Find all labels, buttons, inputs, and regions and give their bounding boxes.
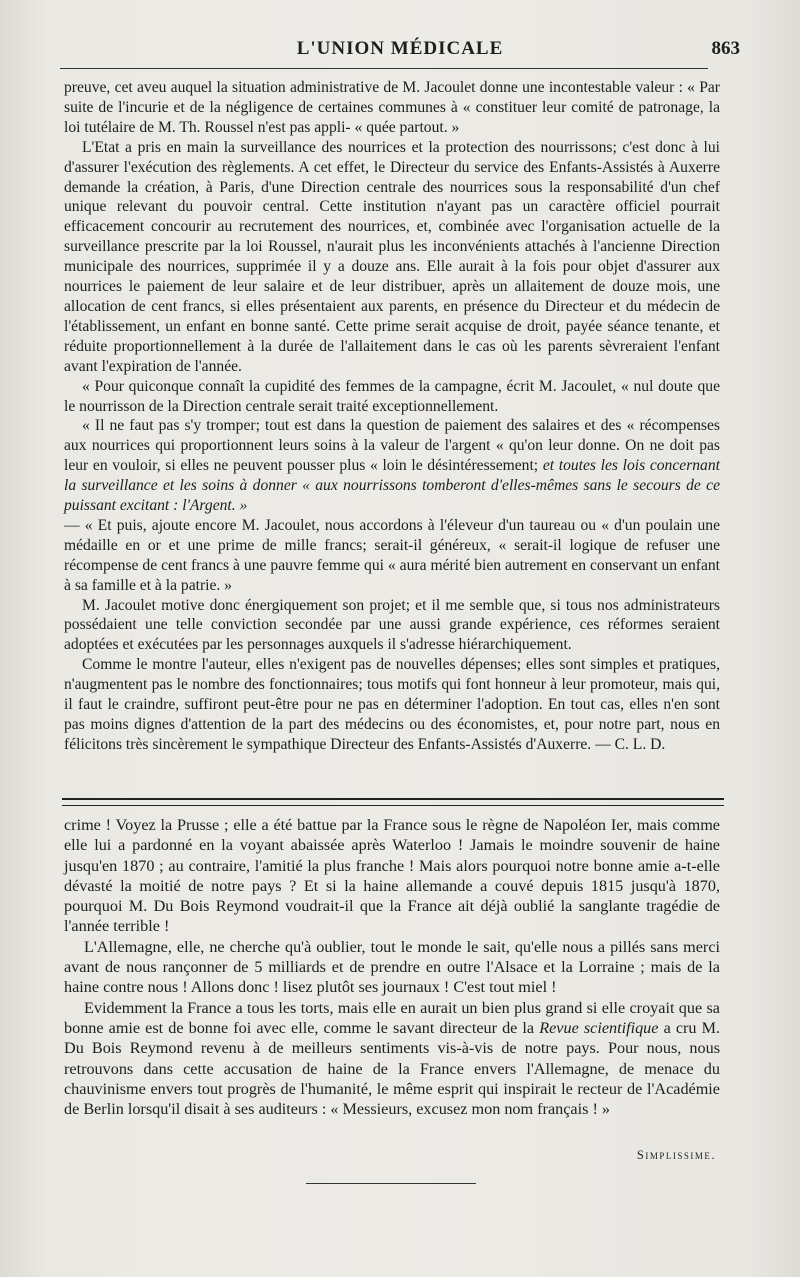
feuilleton-article xyxy=(64,815,720,1119)
quote-text: « Il ne faut pas s'y tromper; tout est dans la question de paiement des salaires et des « récompenses aux nourrices qui proportionnent leurs soins à la valeur de l'argent « qu'on leur donne. On ne doit pas leur en vouloir, si elles ne peuvent pousser plus « loin le désintéressement; xyxy=(64,417,720,475)
paragraph: L'Allemagne, elle, ne cherche qu'à oublier, tout le monde le sait, qu'elle nous a pillés sans merci avant de nous rançonner de 5 milliards et de prendre en outre l'Alsace et la Lorraine ; mais de la haine contre nous ! Allons donc ! lisez plutôt ses journaux ! C'est tout miel ! xyxy=(64,937,720,997)
quote-paragraph: « Pour quiconque connaît la cupidité des femmes de la campagne, écrit M. Jacoulet, « nul doute que le nourrisson de la Direction centrale serait traité exceptionnellement. xyxy=(64,377,720,415)
page-header xyxy=(60,38,740,66)
quote-paragraph xyxy=(64,416,720,516)
signature: Simplissime. xyxy=(636,1148,716,1162)
running-title: L'UNION MÉDICALE xyxy=(296,38,504,59)
paragraph: preuve, cet aveu auquel la situation administrative de M. Jacoulet donne une incontestable valeur : « Par suite de l'incurie et de la négligence de certaines communes à « constituer leur comité de patronage, la loi tutélaire de M. Th. Roussel n'est pas appli- « quée partout. » xyxy=(64,79,720,136)
italic-quote: et toutes les lois concernant la surveillance et les soins à donner « aux nourrissons tomberont d'elles-mêmes sans le secours de ce puissant excitant : l'Argent. » xyxy=(64,457,720,515)
end-rule xyxy=(306,1183,476,1184)
paragraph-text: revenu à de meilleurs sentiments vis-à-vis de notre pays. Pour nous, nous retrouvons dans cette accusation de haine de la France envers l'Allemagne, de menace du chauvinisme envers tout progrès de l'humanité, le même esprit qui inspirait le recteur de l'Académie de Berlin lorsqu'il disait à ses auditeurs : « Messieurs, excusez mon nom français ! » xyxy=(64,1039,721,1119)
paragraph-text: a cru M. Du Bois Reymond xyxy=(64,1018,721,1058)
paragraph-text: Evidemment la France a tous les torts, mais elle en aurait un bien plus grand si elle croyait que sa bonne amie est de bonne foi avec elle, comme le savant directeur de la xyxy=(64,998,720,1037)
main-article xyxy=(64,78,720,755)
header-rule xyxy=(60,68,708,69)
paragraph: crime ! Voyez la Prusse ; elle a été battue par la France sous le règne de Napoléon Ier, mais comme elle lui a pardonné en la voyant abaissée après Waterloo ! Jamais le moindre souvenir de haine jusqu'en 1870 ; au contraire, l'amitié la plus franche ! Mais alors pourquoi notre bonne amie a-t-elle dévasté la moitié de notre pays ? Et si la haine allemande a couvé depuis 1815 jusqu'à 1870, pourquoi M. Du Bois Reymond voudrait-il que la France ait déjà oublié la sanglante tragédie de l'année terrible ! xyxy=(64,816,720,936)
paragraph: M. Jacoulet motive donc énergiquement son projet; et il me semble que, si tous nos administrateurs possédaient une telle conviction secondée par une aussi grande expérience, ces réformes seraient adoptées et exécutées par les personnages auxquels il s'adresse hiérarchiquement. xyxy=(64,596,720,654)
paragraph: Comme le montre l'auteur, elles n'exigent pas de nouvelles dépenses; elles sont simples et pratiques, n'augmentent pas le nombre des fonctionnaires; tous motifs qui font honneur à leur promoteur, mais qui, il faut le craindre, suffiront peut-être pour ne pas en déterminer l'adoption. En tout cas, elles n'en sont pas moins dignes d'attention de la part des médecins ou des économistes, et, pour notre part, nous en félicitons très sincèrement le sympathique Directeur des Enfants-Assistés d'Auxerre. — C. L. D. xyxy=(64,656,720,753)
page-number: 863 xyxy=(711,38,740,59)
quote-paragraph: — « Et puis, ajoute encore M. Jacoulet, nous accordons à l'éleveur d'un taureau ou « d'un poulain une médaille en or et une prime de mille francs; serait-il généreux, « serait-il logique de refuser une récompense de cent francs à une pauvre femme qui « aura mérité bien autrement en conservant un enfant à sa famille et à la patrie. » xyxy=(64,516,720,594)
journal-title: Revue scientifique xyxy=(539,1018,659,1037)
section-divider xyxy=(62,798,724,806)
paragraph: L'Etat a pris en main la surveillance des nourrices et la protection des nourrissons; c'est donc à lui d'assurer l'exécution des règlements. A cet effet, le Directeur du service des Enfants-Assistés à Auxerre demande la création, à Paris, d'une Direction centrale des nourrices sous la responsabilité d'un chef unique relevant du pouvoir central. Cette institution n'ayant pas un caractère officiel pourrait efficacement concourir au recrutement des nourrices, et, combinée avec l'organisation actuelle de la surveillance prescrite par la loi Roussel, n'aurait plus les inconvénients attachés à l'ancienne Direction municipale des nourrices, supprimée il y a douze ans. Elle aurait à la fois pour objet d'assurer aux nourrices le paiement de leur salaire et de leur distribuer, après un allaitement de douze mois, une allocation de cent francs, si elles présentaient aux parents, en présence du Directeur et du médecin de l'établissement, un enfant en bonne santé. Cette prime serait acquise de droit, payée séance tenante, et réduite proportionnellement à la durée de l'allaitement dans le cas où les parents sèvreraient l'enfant avant l'expiration de l'année. xyxy=(64,138,720,375)
paragraph xyxy=(64,998,720,1120)
